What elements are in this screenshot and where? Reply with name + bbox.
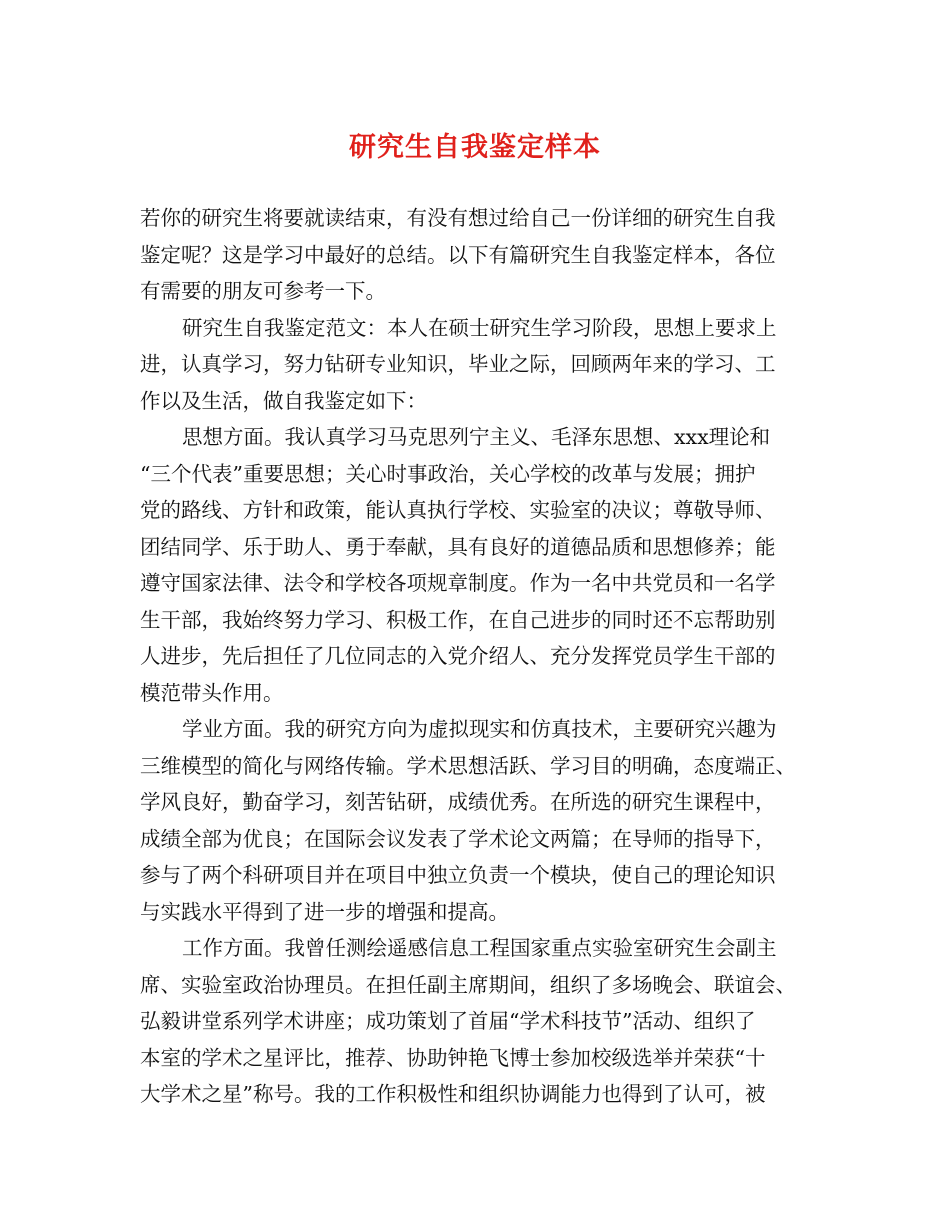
text-line: 团结同学、乐于助人、勇于奉献，具有良好的道德品质和思想修养；能: [140, 534, 776, 559]
document-body: [140, 200, 820, 1113]
text-line: 鉴定呢？这是学习中最好的总结。以下有篇研究生自我鉴定样本，各位: [140, 242, 776, 267]
text-line: 党的路线、方针和政策，能认真执行学校、实验室的决议；尊敬导师、: [140, 498, 776, 522]
document-title: 研究生自我鉴定样本: [349, 132, 601, 163]
text-line: 有需要的朋友可参考一下。: [140, 279, 386, 303]
text-line: 工作方面。我曾任测绘遥感信息工程国家重点实验室研究生会副主: [182, 936, 777, 960]
text-line: 生干部，我始终努力学习、积极工作，在自己进步的同时还不忘帮助别: [140, 607, 776, 632]
paragraph: [140, 930, 820, 1113]
text-line: 模范带头作用。: [140, 680, 284, 705]
text-line: 遵守国家法律、法令和学校各项规章制度。作为一名中共党员和一名学: [140, 571, 776, 595]
paragraph: [140, 419, 820, 711]
text-line: 本室的学术之星评比，推荐、协助钟艳飞博士参加校级选举并荣获“十: [140, 1045, 766, 1070]
text-line: 作以及生活，做自我鉴定如下：: [140, 388, 427, 413]
paragraph: [140, 310, 820, 420]
text-line: 与实践水平得到了进一步的增强和提高。: [140, 899, 509, 924]
text-line: 席、实验室政治协理员。在担任副主席期间，组织了多场晚会、联谊会、: [140, 972, 796, 997]
text-line: 学业方面。我的研究方向为虚拟现实和仿真技术，主要研究兴趣为: [182, 717, 777, 741]
paragraph: [140, 711, 820, 930]
text-line: 参与了两个科研项目并在项目中独立负责一个模块，使自己的理论知识: [140, 863, 776, 887]
text-line: 成绩全部为优良；在国际会议发表了学术论文两篇；在导师的指导下，: [140, 826, 776, 851]
text-line: 进，认真学习，努力钻研专业知识，毕业之际，回顾两年来的学习、工: [140, 352, 776, 376]
text-line: 人进步，先后担任了几位同志的入党介绍人、充分发挥党员学生干部的: [140, 644, 776, 668]
text-line: 学风良好，勤奋学习，刻苦钻研，成绩优秀。在所选的研究生课程中，: [140, 790, 776, 814]
text-line: 若你的研究生将要就读结束，有没有想过给自己一份详细的研究生自我: [140, 206, 776, 230]
text-line: 思想方面。我认真学习马克思列宁主义、毛泽东思想、xxx理论和: [182, 425, 771, 449]
text-line: 大学术之星”称号。我的工作积极性和组织协调能力也得到了认可，被: [140, 1082, 766, 1106]
paragraph: [140, 200, 820, 310]
text-line: 三维模型的简化与网络传输。学术思想活跃、学习目的明确，态度端正、: [140, 753, 796, 778]
text-line: “三个代表”重要思想；关心时事政治，关心学校的改革与发展；拥护: [140, 461, 756, 486]
text-line: 研究生自我鉴定范文：本人在硕士研究生学习阶段，思想上要求上: [182, 315, 777, 340]
text-line: 弘毅讲堂系列学术讲座；成功策划了首届“学术科技节”活动、组织了: [140, 1009, 756, 1033]
